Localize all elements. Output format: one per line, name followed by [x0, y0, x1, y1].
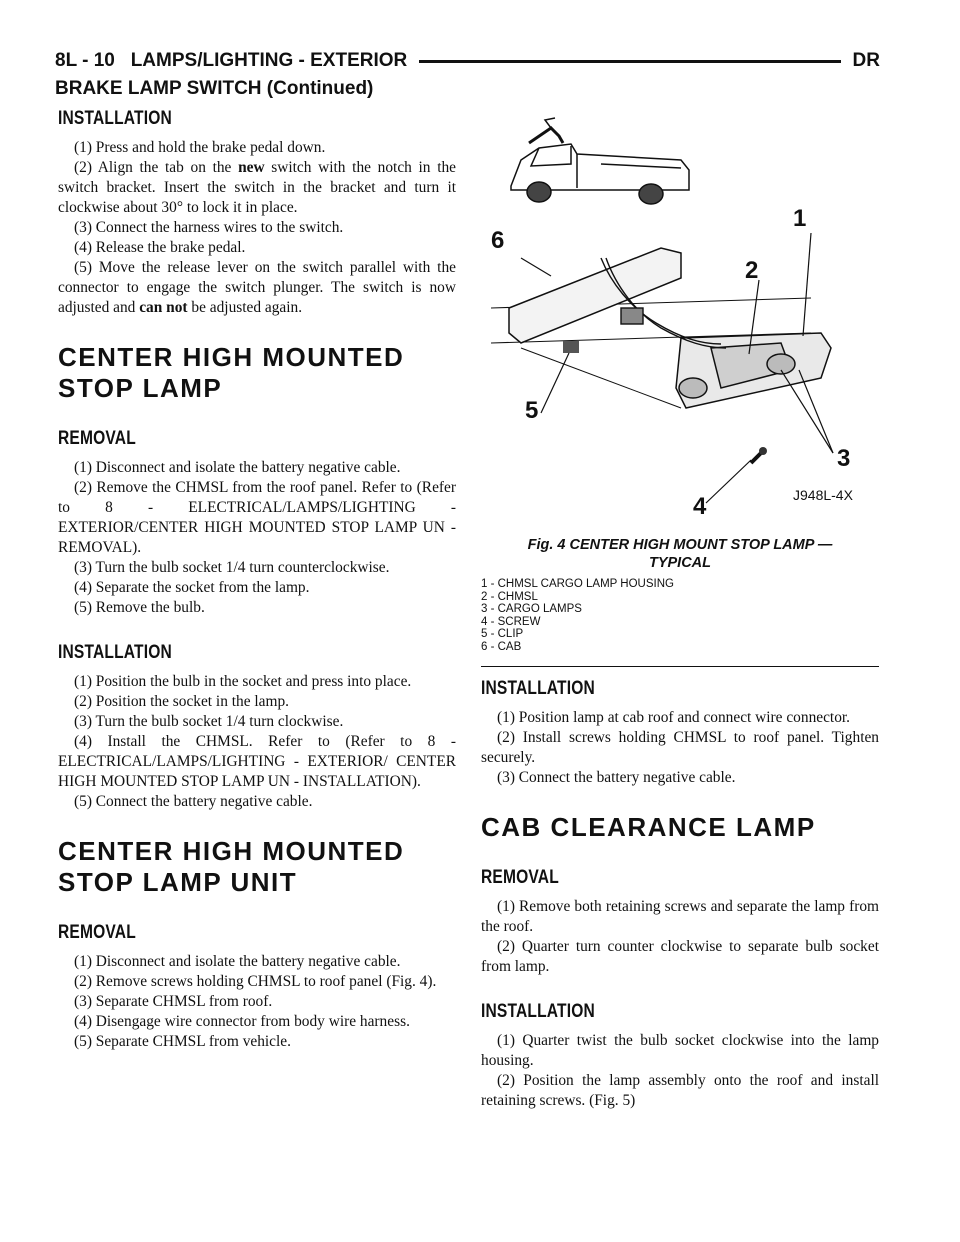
section-title-cab-clearance: CAB CLEARANCE LAMP: [481, 812, 816, 842]
step-text: (4) Install the CHMSL. Refer to (Refer to 8 - ELECTRICAL/LAMPS/LIGHTING - EXTERIOR/ CENTER HIGH MOUNTED STOP LAMP UN - INSTALLATION).: [58, 733, 456, 790]
section-title: LAMPS/LIGHTING - EXTERIOR: [130, 50, 408, 71]
legend-item: 6 - CAB: [481, 640, 522, 653]
figure-rule: [481, 666, 879, 667]
installation-heading: INSTALLATION: [58, 642, 172, 663]
chmsl-illustration: [481, 108, 879, 528]
page-number: 8L - 10: [55, 50, 115, 71]
legend-item: 1 - CHMSL CARGO LAMP HOUSING: [481, 578, 674, 590]
step-text: (2) Position the socket in the lamp.: [74, 693, 290, 710]
removal-heading: REMOVAL: [58, 428, 136, 449]
legend-item: 4 - SCREW: [481, 615, 541, 628]
step-text: (5) Remove the bulb.: [74, 599, 205, 616]
step-text: (5) Move the release lever on the switch parallel with the connector to engage the switch plunger. The switch is now adjusted and can not be adjusted again.: [58, 259, 456, 316]
callout-4: 4: [693, 493, 707, 520]
step-text: (1) Position the bulb in the socket and press into place.: [74, 673, 412, 690]
installation-heading: INSTALLATION: [481, 678, 595, 699]
step-text: (2) Position the lamp assembly onto the roof and install retaining screws. (Fig. 5): [481, 1072, 879, 1109]
step-text: (1) Disconnect and isolate the battery negative cable.: [74, 459, 401, 476]
step-text: (5) Connect the battery negative cable.: [74, 793, 313, 810]
step-text: (2) Remove screws holding CHMSL to roof panel (Fig. 4).: [74, 973, 437, 990]
step-text: (2) Remove the CHMSL from the roof panel. Refer to (Refer to 8 - ELECTRICAL/LAMPS/LIGHTING - EXTERIOR/CENTER HIGH MOUNTED STOP LAMP UN - REMOVAL).: [58, 479, 456, 556]
installation-heading: INSTALLATION: [481, 1001, 595, 1022]
figure-4: [481, 108, 879, 670]
lamp-housing: [509, 248, 831, 408]
continued-heading: BRAKE LAMP SWITCH (Continued): [55, 78, 374, 99]
removal-heading: REMOVAL: [58, 922, 136, 943]
legend-item: 2 - CHMSL: [481, 590, 538, 603]
step-text: (1) Remove both retaining screws and separate the lamp from the roof.: [481, 898, 879, 935]
screw-part: [751, 447, 767, 463]
emphasis-can-not: can not: [139, 299, 188, 316]
page-header: [55, 44, 880, 78]
callout-1: 1: [793, 205, 807, 232]
legend-item: 3 - CARGO LAMPS: [481, 603, 582, 615]
page-header-left: [55, 50, 407, 72]
step-text: (4) Release the brake pedal.: [74, 239, 246, 256]
installation-heading: INSTALLATION: [58, 108, 172, 129]
left-column: [58, 108, 456, 1052]
figure-legend: [481, 578, 674, 653]
callout-5: 5: [525, 397, 539, 424]
callout-6: 6: [491, 227, 505, 254]
callout-2: 2: [745, 257, 759, 284]
step-text: (1) Position lamp at cab roof and connect wire connector.: [497, 709, 851, 726]
step-text: (3) Turn the bulb socket 1/4 turn counterclockwise.: [74, 559, 390, 576]
figure-code: J948L-4X: [793, 487, 853, 503]
clip-part: [563, 341, 579, 353]
step-text: (5) Separate CHMSL from vehicle.: [74, 1033, 291, 1050]
step-text: (2) Quarter turn counter clockwise to separate bulb socket from lamp.: [481, 938, 879, 975]
removal-heading: REMOVAL: [481, 867, 559, 888]
manual-code: DR: [852, 50, 880, 71]
step-text: (3) Connect the battery negative cable.: [497, 769, 736, 786]
step-text: (1) Press and hold the brake pedal down.: [74, 139, 326, 156]
step-text: (3) Connect the harness wires to the switch.: [74, 219, 344, 236]
emphasis-new: new: [238, 159, 265, 176]
step-text: (1) Disconnect and isolate the battery negative cable.: [74, 953, 401, 970]
step-text: (3) Turn the bulb socket 1/4 turn clockwise.: [74, 713, 344, 730]
callout-3: 3: [837, 445, 851, 472]
truck-drawing: [511, 118, 689, 204]
step-text: (4) Disengage wire connector from body wire harness.: [74, 1013, 410, 1030]
section-title-chmsl-unit: CENTER HIGH MOUNTED STOP LAMP UNIT: [58, 836, 405, 897]
step-text: (3) Separate CHMSL from roof.: [74, 993, 273, 1010]
step-text: (2) Install screws holding CHMSL to roof panel. Tighten securely.: [481, 729, 879, 766]
figure-caption: Fig. 4 CENTER HIGH MOUNT STOP LAMP — TYPICAL: [527, 537, 833, 571]
legend-item: 5 - CLIP: [481, 628, 524, 640]
step-text: (2) Align the tab on the new switch with the notch in the switch bracket. Insert the switch in the bracket and turn it clockwise about 30° to lock it in place.: [58, 159, 456, 216]
step-text: (1) Quarter twist the bulb socket clockwise into the lamp housing.: [481, 1032, 879, 1069]
step-text: (4) Separate the socket from the lamp.: [74, 579, 310, 596]
header-rule: [419, 60, 840, 63]
section-title-chmsl: CENTER HIGH MOUNTED STOP LAMP: [58, 342, 405, 403]
right-column: [481, 678, 879, 1111]
